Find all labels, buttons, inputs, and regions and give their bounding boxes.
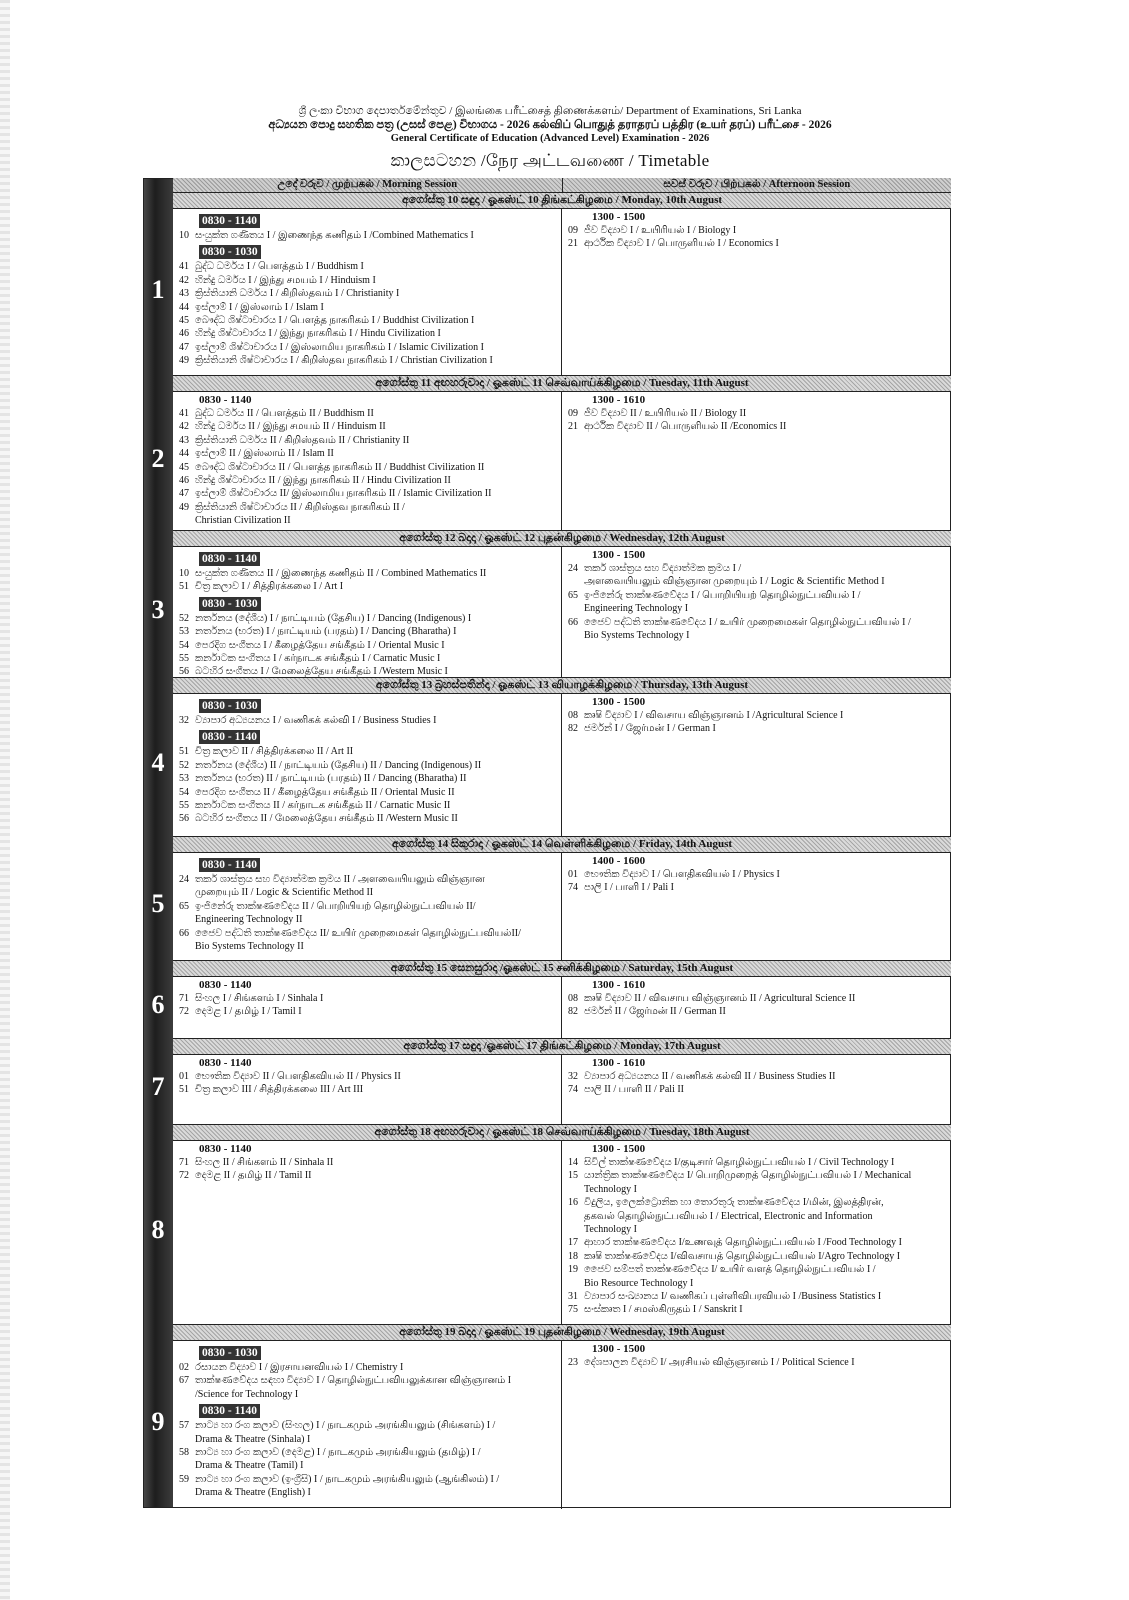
subject-row <box>179 461 557 474</box>
subject-name: කර්නාටක සංගීතය I / கர்நாடக சங்கீதம் I / Carnatic Music I <box>195 653 441 665</box>
afternoon-column <box>562 1141 951 1325</box>
subject-code: 01 <box>568 869 578 880</box>
subject-row <box>179 447 557 460</box>
subject-name: චිත්‍ර කලාව I / சித்திரக்கலை I / Art I <box>195 581 344 593</box>
session-time: 0830 - 1140 <box>199 979 252 991</box>
subject-code: 24 <box>179 874 189 885</box>
afternoon-column <box>562 694 951 837</box>
subject-name: ක්‍රිස්තියානි ශිෂ්ටාචාරය II / கிறிஸ்தவ நாகரிகம் II / Christian Civilization II <box>195 501 405 527</box>
subject-code: 65 <box>179 900 189 912</box>
session-time: 1300 - 1500 <box>592 1143 646 1155</box>
subject-row <box>568 616 947 643</box>
subject-code: 72 <box>179 1170 189 1182</box>
subject-code: 56 <box>179 813 189 825</box>
subject-name: ඉංජිනේරු තාක්ෂණවේදය II / பொறியியற் தொழில்நுட்பவியல் II/ Engineering Technology II <box>195 900 476 926</box>
day-number: 1 <box>151 275 165 304</box>
subject-name: බෞද්ධ ශිෂ්ටාචාරය II / பௌத்த நாகரிகம் II / Buddhist Civilization II <box>195 461 485 473</box>
morning-column <box>173 1141 562 1325</box>
subject-row <box>179 759 557 772</box>
afternoon-column <box>562 1341 951 1509</box>
subject-name: බටහිර සංගීතය I / மேலைத்தேய சங்கீதம் I /Western Music I <box>195 666 448 678</box>
day-block <box>151 530 951 678</box>
subject-name: සිවිල් තාක්ෂණවේදය I/குடிசார் தொழில்நுட்பவியல் I / Civil Technology I <box>584 1157 895 1168</box>
subject-name: ව්‍යාපාර අධ්‍යයනය I / வணிகக் கல்வி I / Business Studies I <box>195 715 437 726</box>
day-heading: අගෝස්තු 13 බ්‍රහස්පතින්දා / ஓகஸ்ட் 13 வியாழக்கிழமை / Thursday, 13th August <box>173 678 951 694</box>
session-time: 0830 - 1140 <box>199 1404 260 1418</box>
subject-name: භෞතික විද්‍යාව I / பௌதிகவியல் I / Physics I <box>584 869 780 880</box>
subject-row <box>179 407 557 420</box>
department-line: ශ්‍රී ලංකා විභාග දෙපාර්තමේන්තුව / இலங்கை பரீட்சைத் திணைக்களம்/ Department of Examinations, Sri Lanka <box>298 105 802 117</box>
subject-row <box>179 354 557 367</box>
session-time: 1300 - 1610 <box>592 394 646 406</box>
subject-code: 53 <box>179 626 189 638</box>
subject-code: 56 <box>179 666 189 678</box>
subject-row <box>568 1250 947 1263</box>
subject-code: 71 <box>179 1157 189 1168</box>
subject-code: 08 <box>568 993 578 1004</box>
subject-code: 21 <box>568 421 578 433</box>
subject-code: 42 <box>179 421 189 433</box>
day-heading: අගෝස්තු 17 සඳුදා /ஓகஸ்ட் 17 திங்கட்கிழமை / Monday, 17th August <box>173 1039 951 1055</box>
subject-name: ක්‍රිස්තියානි ධර්මය I / கிறிஸ்தவம் I / Christianity I <box>195 288 400 300</box>
subject-row <box>179 341 557 354</box>
day-heading: අගෝස්තු 19 බදාදා / ஓகஸ்ட் 19 புதன்கிழமை / Wednesday, 19th August <box>173 1325 951 1341</box>
subject-name: සංයුක්ත ගණිතය I / இணைந்த கணிதம் I /Combined Mathematics I <box>195 230 474 241</box>
subject-name: ජීව විද්‍යාව I / உயிரியல் I / Biology I <box>584 225 737 236</box>
day-block <box>151 1324 951 1508</box>
day-columns <box>173 1341 951 1509</box>
subject-row <box>568 1290 947 1303</box>
subject-name: දෙමළ II / தமிழ் II / Tamil II <box>195 1170 312 1182</box>
subject-name: හින්දු ධර්මය I / இந்து சமயம் I / Hinduism I <box>195 274 376 286</box>
morning-column <box>173 977 562 1039</box>
subject-code: 43 <box>179 434 189 446</box>
subject-row <box>179 714 557 727</box>
subject-name: පෙරදිග සංගීතය I / கீழைத்தேய சங்கீதம் I / Oriental Music I <box>195 639 445 651</box>
subject-row <box>568 1005 947 1018</box>
subject-row <box>568 224 947 237</box>
subject-row <box>568 1083 947 1096</box>
subject-name: බුද්ධ ධර්මය I / பௌத்தம் I / Buddhism I <box>195 261 364 273</box>
subject-row <box>568 1156 947 1169</box>
day-number: 9 <box>151 1407 165 1436</box>
subject-name: තර්ක ශාස්ත්‍රය සහ විද්‍යාත්මක ක්‍රමය I / அளவையியலும் விஞ்ஞான முறையும் I / Logic & Scientific Method I <box>584 563 885 588</box>
subject-row <box>179 612 557 625</box>
subject-name: බුද්ධ ධර්මය II / பௌத்தம் II / Buddhism II <box>195 408 374 419</box>
subject-row <box>568 1070 947 1083</box>
subject-name: නාට්‍ය හා රංග කලාව (දෙමළ) I / நாடகமும் அரங்கியலும் (தமிழ்) I / Drama & Theatre (Tamil) I <box>195 1447 481 1472</box>
subject-code: 52 <box>179 759 189 771</box>
subject-row <box>179 745 557 758</box>
session-time: 0830 - 1140 <box>199 394 252 406</box>
subject-row <box>179 812 557 825</box>
subject-row <box>179 1070 557 1083</box>
subject-code: 51 <box>179 746 189 758</box>
subject-code: 82 <box>568 723 578 735</box>
subject-name: ජර්මන් I / ஜேர்மன் I / German I <box>584 723 716 735</box>
subject-name: භෞතික විද්‍යාව II / பௌதிகவியல் II / Physics II <box>195 1071 401 1082</box>
subject-code: 31 <box>568 1291 578 1303</box>
day-columns <box>173 853 951 961</box>
day-columns <box>173 977 951 1039</box>
day-columns <box>173 694 951 837</box>
day-columns <box>173 392 951 531</box>
document-header <box>150 104 950 172</box>
day-heading: අගෝස්තු 10 සඳුදා / ஓகஸ்ட் 10 திங்கட்கிழமை / Monday, 10th August <box>173 193 951 209</box>
subject-name: ඉස්ලාම් I / இஸ்லாம் I / Islam I <box>195 301 324 313</box>
subject-code: 46 <box>179 475 189 487</box>
subject-row <box>179 1419 557 1446</box>
subject-name: ඉස්ලාම් ශිෂ්ටාචාරය II/ இஸ்லாமிய நாகரிகம் II / Islamic Civilization II <box>195 488 492 500</box>
subject-row <box>179 1473 557 1500</box>
subject-row <box>179 301 557 314</box>
subject-name: ව්‍යාපාර සංඛ්‍යානය I/ வணிகப் புள்ளிவிபரவியல் I /Business Statistics I <box>584 1291 882 1303</box>
subject-code: 45 <box>179 315 189 327</box>
subject-name: පාලි I / பாளி I / Pali I <box>584 882 675 894</box>
subject-name: යාන්ත්‍රික තාක්ෂණවේදය I/ பொறிமுறைத் தொழில்நுட்பவியல் I / Mechanical Technology I <box>584 1170 912 1195</box>
subject-row <box>179 1005 557 1018</box>
session-time: 1300 - 1500 <box>592 696 646 708</box>
subject-name: ක්‍රිස්තියානි ශිෂ්ටාචාරය I / கிறிஸ்தவ நாகரிகம் I / Christian Civilization I <box>195 355 493 367</box>
exam-title-local: අධ්‍යයන පොදු සහතික පත්‍ර (උසස් පෙළ) විභාගය - 2026 கல்விப் பொதுத் தராதரப் பத்திர (உயர் தரப்) பரீட்சை - 2026 <box>268 119 832 131</box>
session-time: 0830 - 1030 <box>199 1346 261 1360</box>
subject-name: කෘෂි තාක්ෂණවේදය I/விவசாயத் தொழில்நுட்பவியல் I/Agro Technology I <box>584 1250 901 1262</box>
subject-code: 46 <box>179 328 189 340</box>
subject-code: 24 <box>568 563 578 574</box>
day-number: 7 <box>151 1072 165 1101</box>
session-time: 0830 - 1030 <box>199 245 261 259</box>
subject-name: ජෛව පද්ධති තාක්ෂණවේදය II/ உயிர் முறைமைகள் தொழில்நுட்பவியல்II/ Bio Systems Technology II <box>195 927 521 953</box>
subject-code: 47 <box>179 341 189 353</box>
subject-row <box>568 562 947 589</box>
subject-name: චිත්‍ර කලාව II / சித்திரக்கலை II / Art II <box>195 746 354 758</box>
session-time: 1400 - 1600 <box>592 855 646 867</box>
subject-code: 66 <box>568 616 578 628</box>
subject-name: බටහිර සංගීතය II / மேலைத்தேய சங்கீதம் II /Western Music II <box>195 813 458 825</box>
day-number: 5 <box>151 889 165 918</box>
subject-name: ජර්මන් II / ஜேர்மன் II / German II <box>584 1006 726 1018</box>
subject-row <box>568 589 947 616</box>
subject-row <box>179 1446 557 1473</box>
subject-row <box>179 434 557 447</box>
morning-column <box>173 694 562 837</box>
afternoon-column <box>562 547 951 678</box>
subject-code: 10 <box>179 568 189 579</box>
subject-code: 18 <box>568 1250 578 1262</box>
subject-code: 43 <box>179 288 189 300</box>
day-number: 3 <box>151 595 165 624</box>
day-number: 8 <box>151 1215 165 1244</box>
subject-name: ඉස්ලාම් II / இஸ்லாம் II / Islam II <box>195 448 334 460</box>
subject-row <box>179 639 557 652</box>
subject-row <box>568 1303 947 1316</box>
subject-name: රසායන විද්‍යාව I / இரசாயனவியல் I / Chemistry I <box>195 1362 404 1373</box>
session-time: 0830 - 1140 <box>199 552 260 566</box>
subject-row <box>179 420 557 433</box>
day-number: 4 <box>151 748 165 777</box>
subject-code: 59 <box>179 1473 189 1485</box>
day-block <box>151 836 951 960</box>
session-time: 0830 - 1140 <box>199 858 260 872</box>
subject-code: 08 <box>568 710 578 721</box>
session-time: 0830 - 1140 <box>199 1057 252 1069</box>
day-block <box>151 1038 951 1124</box>
subject-name: ආර්ථික විද්‍යාව II / பொருளியல் II /Economics II <box>584 421 787 433</box>
subject-name: දේශපාලන විද්‍යාව I/ அரசியல் விஞ்ஞானம் I / Political Science I <box>584 1357 855 1368</box>
subject-name: නර්තනය (භරත) I / நாட்டியம் (பரதம்) I / Dancing (Bharatha) I <box>195 626 457 638</box>
subject-name: ජෛව සම්පත් තාක්ෂණවේදය I/ உயிர் வளத் தொழில்நுட்பவியல் I / Bio Resource Technology I <box>584 1264 876 1289</box>
subject-code: 44 <box>179 301 189 313</box>
subject-row <box>568 881 947 894</box>
subject-row <box>568 992 947 1005</box>
subject-row <box>179 274 557 287</box>
day-block <box>151 192 951 375</box>
subject-row <box>179 580 557 593</box>
subject-name: නාට්‍ය හා රංග කලාව (ඉංග්‍රීසි) I / நாடகமும் அரங்கியலும் (ஆங்கிலம்) I / Drama & Theatre (English) I <box>195 1473 500 1499</box>
subject-name: කෘෂි විද්‍යාව II / விவசாய விஞ்ஞானம் II / Agricultural Science II <box>584 993 856 1004</box>
subject-row <box>568 1356 947 1369</box>
morning-column <box>173 209 562 376</box>
afternoon-column <box>562 1055 951 1125</box>
subject-name: සංයුක්ත ගණිතය II / இணைந்த கணிதம் II / Combined Mathematics II <box>195 568 487 579</box>
day-columns <box>173 547 951 678</box>
subject-row <box>179 327 557 340</box>
subject-name: ආහාර තාක්ෂණවේදය I/உணவுத் தொழில்நுட்பவியல் I /Food Technology I <box>584 1237 902 1249</box>
day-heading: අගෝස්තු 15 සෙනසුරාදා /ஓகஸ்ட் 15 சனிக்கிழமை / Saturday, 15th August <box>173 961 951 977</box>
subject-name: හින්දු ධර්මය II / இந்து சமயம் II / Hinduism II <box>195 421 386 433</box>
subject-row <box>568 868 947 881</box>
day-block <box>151 1124 951 1324</box>
subject-code: 32 <box>179 715 189 726</box>
subject-row <box>179 992 557 1005</box>
subject-code: 55 <box>179 800 189 812</box>
day-heading: අගෝස්තු 14 සිකුරාදා / ஓகஸ்ட் 14 வெள்ளிக்கிழமை / Friday, 14th August <box>173 837 951 853</box>
subject-code: 41 <box>179 408 189 419</box>
subject-name: ඉස්ලාම් ශිෂ්ටාචාරය I / இஸ்லாமிய நாகரிகம் I / Islamic Civilization I <box>195 341 484 353</box>
subject-code: 17 <box>568 1237 578 1249</box>
subject-name: ක්‍රිස්තියානි ධර්මය II / கிறிஸ்தவம் II / Christianity II <box>195 434 410 446</box>
subject-code: 15 <box>568 1170 578 1182</box>
subject-row <box>568 1169 947 1196</box>
subject-code: 75 <box>568 1304 578 1316</box>
subject-row <box>568 709 947 722</box>
subject-code: 67 <box>179 1375 189 1387</box>
subject-row <box>179 772 557 785</box>
subject-row <box>179 900 557 927</box>
subject-row <box>179 260 557 273</box>
subject-name: ජෛව පද්ධති තාක්ෂණවේදය I / உயிர் முறைமைகள் தொழில்நுட்பவியல் I / Bio Systems Technology I <box>584 616 911 642</box>
scan-edge <box>0 0 10 1600</box>
subject-row <box>568 407 947 420</box>
day-heading: අගෝස්තු 18 අඟහරුවාදා / ஓகஸ்ட் 18 செவ்வாய்க்கிழமை / Tuesday, 18th August <box>173 1125 951 1141</box>
subject-name: ඉංජිනේරු තාක්ෂණවේදය I / பொறியியற் தொழில்நுட்பவியல் I / Engineering Technology I <box>584 589 861 615</box>
subject-name: හින්දු ශිෂ්ටාචාරය II / இந்து நாகரிகம் II / Hindu Civilization II <box>195 475 451 487</box>
subject-code: 14 <box>568 1157 578 1168</box>
subject-code: 51 <box>179 1084 189 1096</box>
subject-name: තාක්ෂණවේදය සඳහා විද්‍යාව I / தொழில்நுட்பவியலுக்கான விஞ்ஞானம் I /Science for Technology I <box>195 1375 512 1400</box>
subject-name: නර්තනය (දේශීය) II / நாட்டியம் (தேசிய) II / Dancing (Indigenous) II <box>195 759 482 771</box>
subject-row <box>179 567 557 580</box>
subject-row <box>568 420 947 433</box>
subject-code: 45 <box>179 461 189 473</box>
subject-code: 21 <box>568 238 578 250</box>
subject-row <box>179 474 557 487</box>
subject-code: 74 <box>568 1084 578 1096</box>
session-time: 1300 - 1610 <box>592 979 646 991</box>
subject-name: නාට්‍ය හා රංග කලාව (සිංහල) I / நாடகமும் அரங்கியலும் (சிங்களம்) I / Drama & Theatre (Sinhala) I <box>195 1420 496 1445</box>
day-columns <box>173 209 951 376</box>
day-columns <box>173 1055 951 1125</box>
subject-name: දෙමළ I / தமிழ் I / Tamil I <box>195 1006 302 1018</box>
session-time: 0830 - 1140 <box>199 1143 252 1155</box>
subject-name: සංස්කෘත I / சமஸ்கிருதம் I / Sanskrit I <box>584 1304 743 1316</box>
day-columns <box>173 1141 951 1325</box>
subject-row <box>179 314 557 327</box>
subject-row <box>179 625 557 638</box>
subject-row <box>568 1263 947 1290</box>
subject-code: 72 <box>179 1006 189 1018</box>
subject-row <box>568 722 947 735</box>
subject-row <box>179 501 557 528</box>
session-header-row <box>173 178 951 193</box>
subject-code: 16 <box>568 1197 578 1209</box>
subject-name: ජීව විද්‍යාව II / உயிரியல் II / Biology II <box>584 408 747 419</box>
day-number: 2 <box>151 444 165 473</box>
subject-code: 54 <box>179 786 189 798</box>
morning-column <box>173 853 562 961</box>
subject-row <box>179 1374 557 1401</box>
subject-code: 44 <box>179 448 189 460</box>
subject-row <box>179 652 557 665</box>
exam-title-english: General Certificate of Education (Advanced Level) Examination - 2026 <box>390 133 710 144</box>
subject-name: පෙරදිග සංගීතය II / கீழைத்தேய சங்கீதம் II / Oriental Music II <box>195 786 455 798</box>
subject-code: 47 <box>179 488 189 500</box>
subject-code: 23 <box>568 1357 578 1368</box>
subject-code: 41 <box>179 261 189 273</box>
subject-code: 71 <box>179 993 189 1004</box>
subject-code: 57 <box>179 1420 189 1432</box>
session-time: 1300 - 1500 <box>592 211 646 223</box>
timetable-title: කාලසටහන /நேர அட்டவணை / Timetable <box>390 151 710 170</box>
afternoon-column <box>562 209 951 376</box>
subject-row <box>568 237 947 250</box>
subject-code: 02 <box>179 1362 189 1373</box>
afternoon-column <box>562 977 951 1039</box>
subject-row <box>179 287 557 300</box>
subject-name: ආර්ථික විද්‍යාව I / பொருளியல் I / Economics I <box>584 238 779 250</box>
subject-code: 54 <box>179 639 189 651</box>
session-time: 1300 - 1500 <box>592 1343 646 1355</box>
subject-name: බෞද්ධ ශිෂ්ටාචාරය I / பௌத்த நாகரிகம் I / Buddhist Civilization I <box>195 315 475 327</box>
subject-name: කර්නාටක සංගීතය II / கர்நாடக சங்கீதம் II / Carnatic Music II <box>195 800 451 812</box>
subject-code: 52 <box>179 612 189 624</box>
subject-row <box>179 487 557 500</box>
subject-code: 49 <box>179 501 189 513</box>
subject-row <box>179 1169 557 1182</box>
subject-code: 82 <box>568 1006 578 1018</box>
subject-code: 65 <box>568 589 578 601</box>
subject-row <box>179 799 557 812</box>
day-heading: අගෝස්තු 12 බදාදා / ஓகஸ்ட் 12 புதன்கிழமை / Wednesday, 12th August <box>173 531 951 547</box>
subject-name: චිත්‍ර කලාව III / சித்திரக்கலை III / Art III <box>195 1084 364 1096</box>
subject-code: 51 <box>179 581 189 593</box>
subject-row <box>179 1156 557 1169</box>
morning-column <box>173 392 562 531</box>
subject-name: කෘෂි විද්‍යාව I / விவசாய விஞ்ஞானம் I /Agricultural Science I <box>584 710 844 721</box>
subject-code: 55 <box>179 653 189 665</box>
subject-row <box>179 927 557 954</box>
morning-column <box>173 1055 562 1125</box>
subject-name: තර්ක ශාස්ත්‍රය සහ විද්‍යාත්මක ක්‍රමය II / அளவையியலும் விஞ்ஞான முறையும் II / Logic & Scientific Method II <box>195 874 485 899</box>
subject-row <box>179 1083 557 1096</box>
day-heading: අගෝස්තු 11 අඟහරුවාදා / ஓகஸ்ட் 11 செவ்வாய்க்கிழமை / Tuesday, 11th August <box>173 376 951 392</box>
morning-session-header: උදේ වරුව / முற்பகல் / Morning Session <box>173 178 563 192</box>
day-block <box>151 375 951 530</box>
subject-name: විදුලිය, ඉලෙක්ට්‍රොනික හා තොරතුරු තාක්ෂණවේදය I/மின், இலத்திரன், தகவல் தொழில்நுட்பவியல் I / Electrical, Electronic and Information Technology I <box>584 1197 884 1236</box>
session-time: 0830 - 1140 <box>199 214 260 228</box>
subject-code: 09 <box>568 225 578 236</box>
day-block <box>151 960 951 1038</box>
subject-name: ව්‍යාපාර අධ්‍යයනය II / வணிகக் கல்வி II / Business Studies II <box>584 1071 836 1082</box>
subject-row <box>179 1361 557 1374</box>
subject-code: 66 <box>179 927 189 939</box>
subject-code: 32 <box>568 1071 578 1082</box>
day-number: 6 <box>151 990 165 1019</box>
afternoon-session-header: සවස් වරුව / பிற்பகல் / Afternoon Session <box>663 179 851 190</box>
subject-code: 10 <box>179 230 189 241</box>
morning-column <box>173 547 562 678</box>
subject-name: සිංහල I / சிங்களம் I / Sinhala I <box>195 993 324 1004</box>
subject-code: 19 <box>568 1264 578 1276</box>
session-time: 0830 - 1030 <box>199 699 261 713</box>
subject-name: සිංහල II / சிங்களம் II / Sinhala II <box>195 1157 334 1168</box>
subject-row <box>568 1236 947 1249</box>
subject-row <box>179 873 557 900</box>
subject-name: නර්තනය (භරත) II / நாட்டியம் (பரதம்) II / Dancing (Bharatha) II <box>195 773 467 785</box>
subject-row <box>179 786 557 799</box>
session-time: 0830 - 1030 <box>199 597 261 611</box>
day-block <box>151 677 951 836</box>
subject-code: 49 <box>179 355 189 367</box>
session-time: 1300 - 1500 <box>592 549 646 561</box>
subject-code: 42 <box>179 274 189 286</box>
subject-code: 58 <box>179 1447 189 1459</box>
session-time: 0830 - 1140 <box>199 730 260 744</box>
subject-name: නර්තනය (දේශීය) I / நாட்டியம் (தேசிய) I / Dancing (Indigenous) I <box>195 612 472 624</box>
subject-code: 01 <box>179 1071 189 1082</box>
session-time: 1300 - 1610 <box>592 1057 646 1069</box>
afternoon-column <box>562 853 951 961</box>
afternoon-column <box>562 392 951 531</box>
subject-name: පාලි II / பாளி II / Pali II <box>584 1084 685 1096</box>
subject-row <box>568 1196 947 1236</box>
subject-code: 09 <box>568 408 578 419</box>
morning-column <box>173 1341 562 1509</box>
subject-row <box>179 229 557 242</box>
subject-name: හින්දු ශිෂ්ටාචාරය I / இந்து நாகரிகம் I / Hindu Civilization I <box>195 328 441 340</box>
subject-code: 53 <box>179 773 189 785</box>
subject-code: 74 <box>568 882 578 894</box>
